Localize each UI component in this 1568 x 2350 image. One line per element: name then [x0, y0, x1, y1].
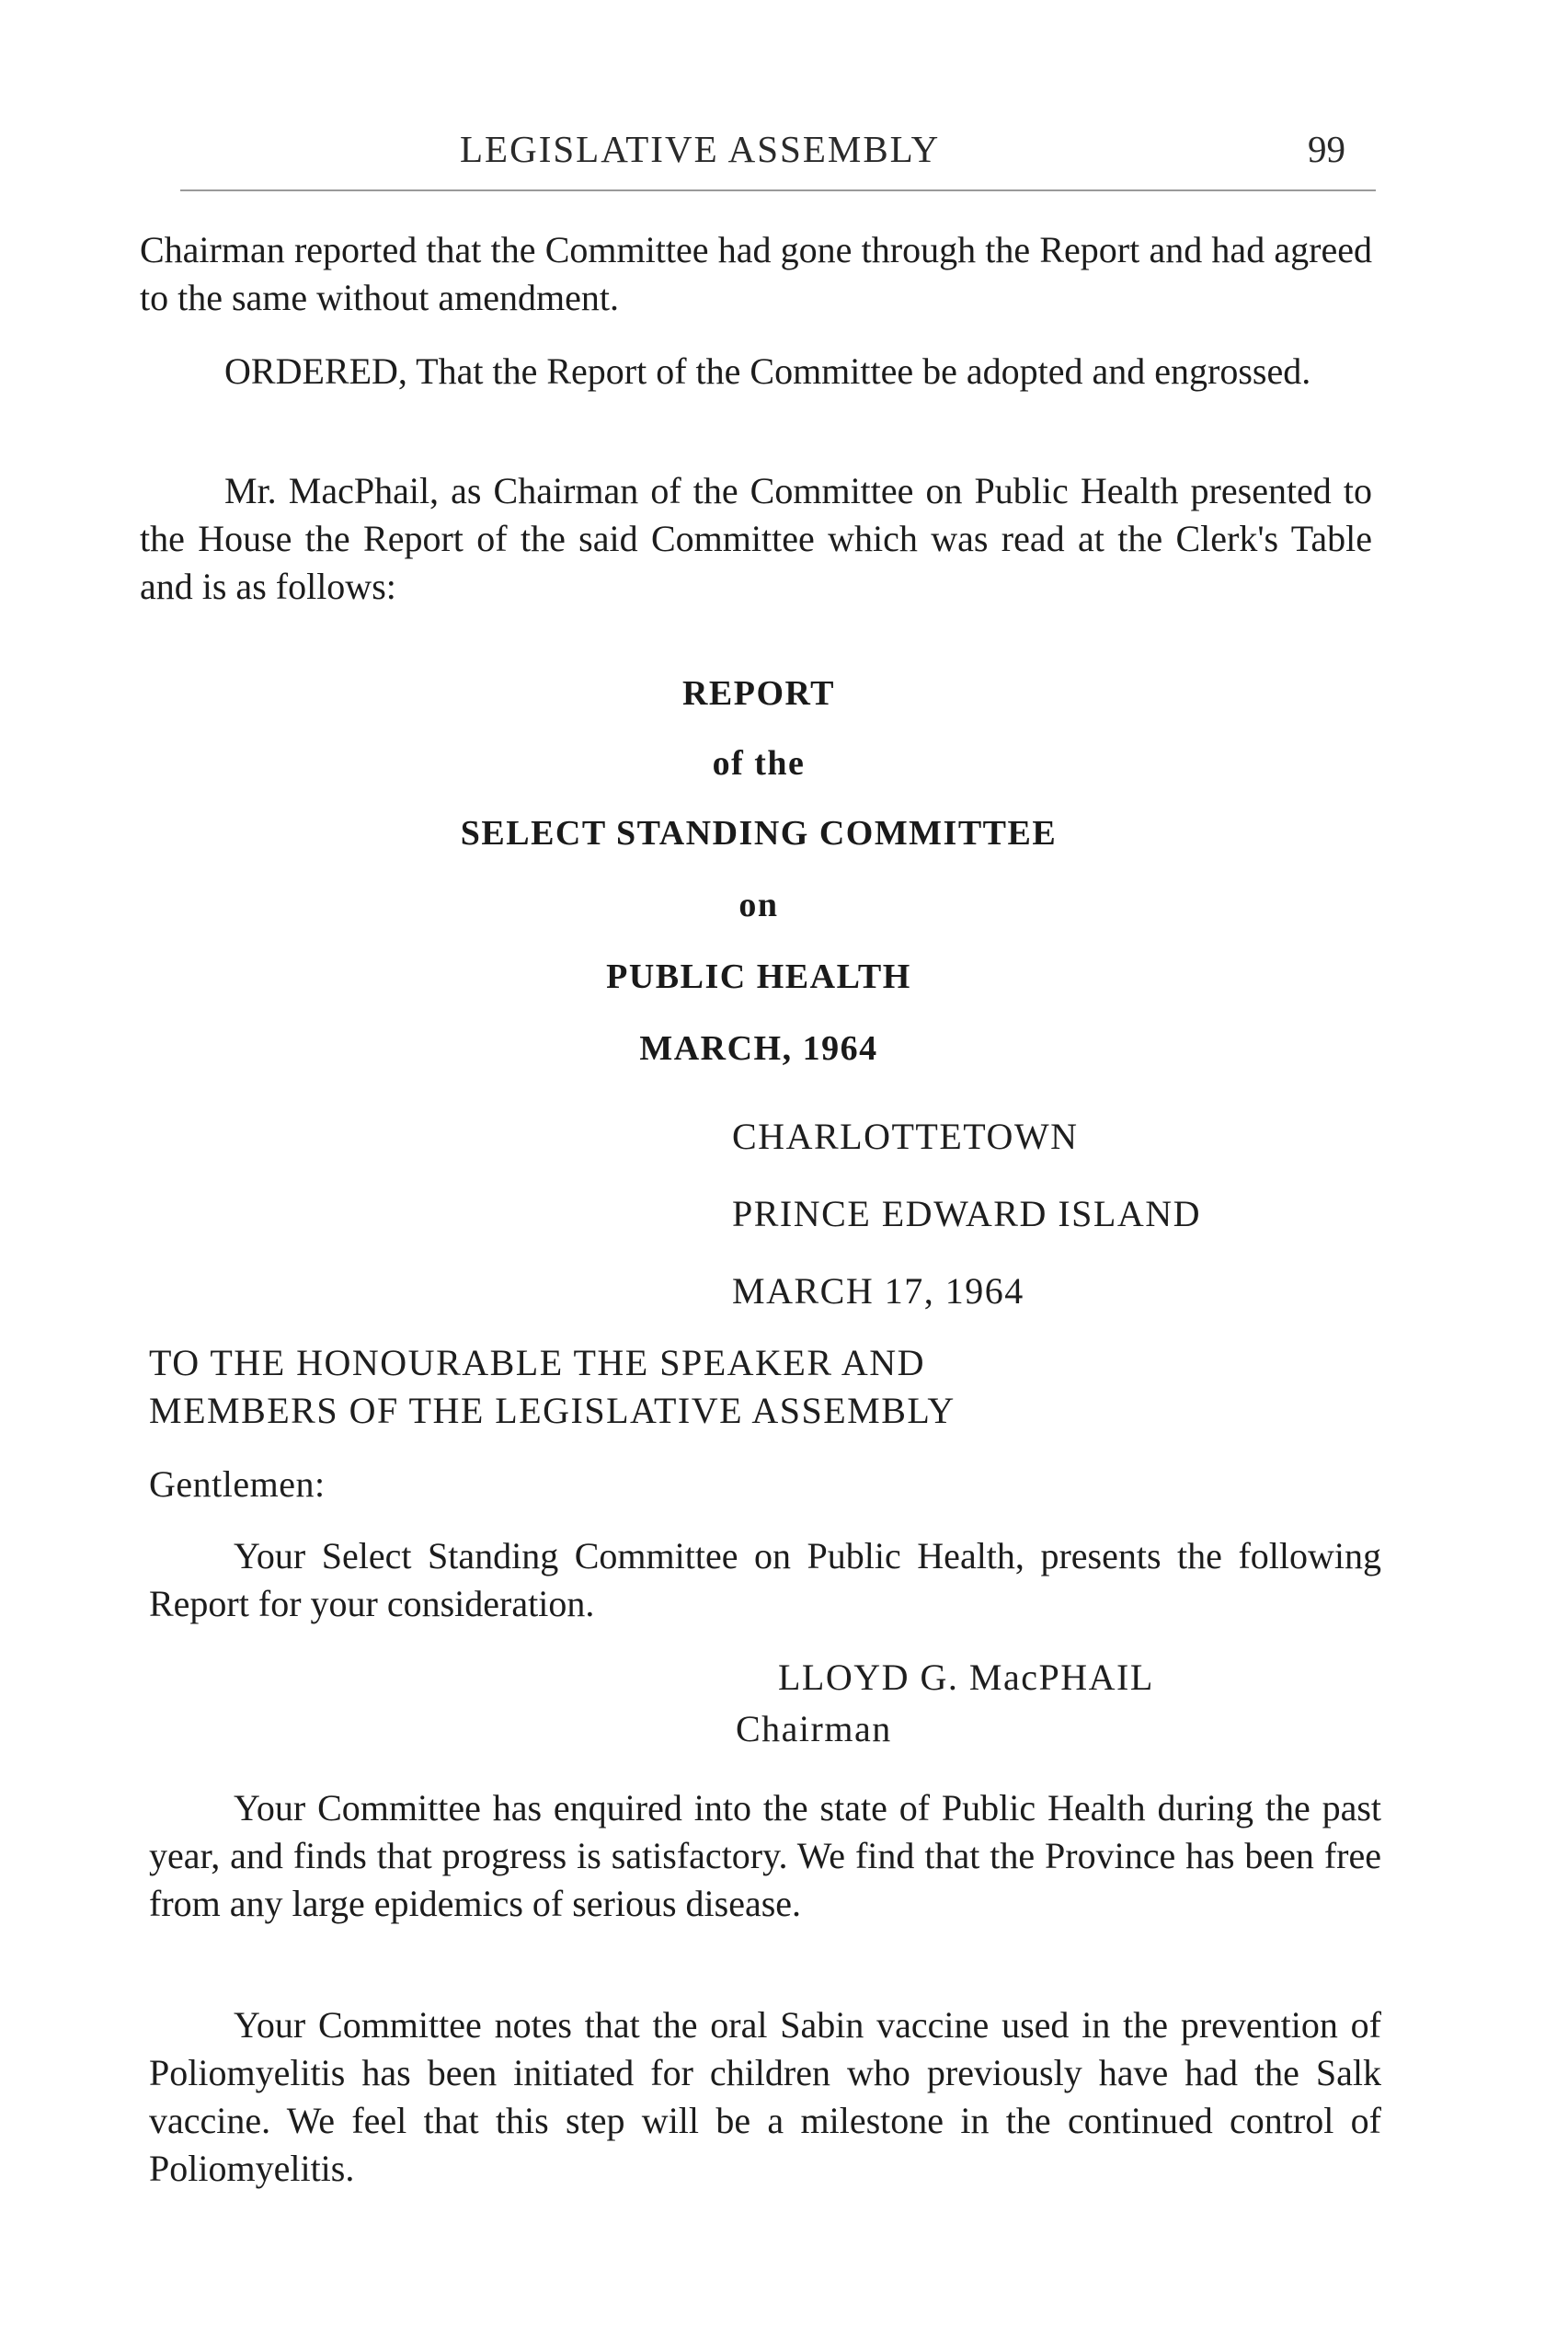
- address-line-2: MEMBERS OF THE LEGISLATIVE ASSEMBLY: [149, 1390, 956, 1431]
- report-heading-line-5: PUBLIC HEALTH: [606, 957, 911, 996]
- report-heading-line-4: on: [738, 886, 779, 924]
- dateline-date: MARCH 17, 1964: [732, 1270, 1024, 1312]
- dateline-city: CHARLOTTETOWN: [732, 1116, 1079, 1157]
- body-paragraph-3: Your Committee notes that the oral Sabin vaccine used in the prevention of Poliomyelitis has been initiated for children who previously have had the Salk vaccine. We feel that this step will be a milestone in the continued control of Poliomyelitis.: [149, 2004, 1381, 2189]
- intro-paragraph-2: ORDERED, That the Report of the Committee be adopted and engrossed.: [224, 350, 1311, 392]
- report-heading-line-6: MARCH, 1964: [639, 1029, 878, 1068]
- address-line-1: TO THE HONOURABLE THE SPEAKER AND: [149, 1342, 925, 1383]
- report-heading-line-3: SELECT STANDING COMMITTEE: [460, 814, 1058, 853]
- intro-paragraph-3: Mr. MacPhail, as Chairman of the Committee on Public Health presented to the House the Report of the said Committee which was read at the Clerk's Table and is as follows:: [140, 470, 1372, 607]
- salutation: Gentlemen:: [149, 1463, 326, 1505]
- report-heading-line-1: REPORT: [681, 674, 835, 713]
- body-paragraph-1: Your Select Standing Committee on Public Health, presents the following Report for your consideration.: [149, 1535, 1381, 1624]
- report-heading-line-2: of the: [712, 744, 806, 783]
- running-header-title: LEGISLATIVE ASSEMBLY: [460, 128, 941, 170]
- dateline-province: PRINCE EDWARD ISLAND: [732, 1193, 1201, 1234]
- signature-name: LLOYD G. MacPHAIL: [778, 1656, 1154, 1698]
- signature-title: Chairman: [736, 1708, 892, 1749]
- header-rule: [180, 189, 1376, 191]
- intro-paragraph-1: Chairman reported that the Committee had gone through the Report and had agreed to the same without amendment.: [140, 229, 1372, 318]
- page-number: 99: [1308, 128, 1345, 170]
- body-paragraph-2: Your Committee has enquired into the state of Public Health during the past year, and finds that progress is satisfactory. We find that the Province has been free from any large epidemics of serious disease.: [149, 1787, 1381, 1924]
